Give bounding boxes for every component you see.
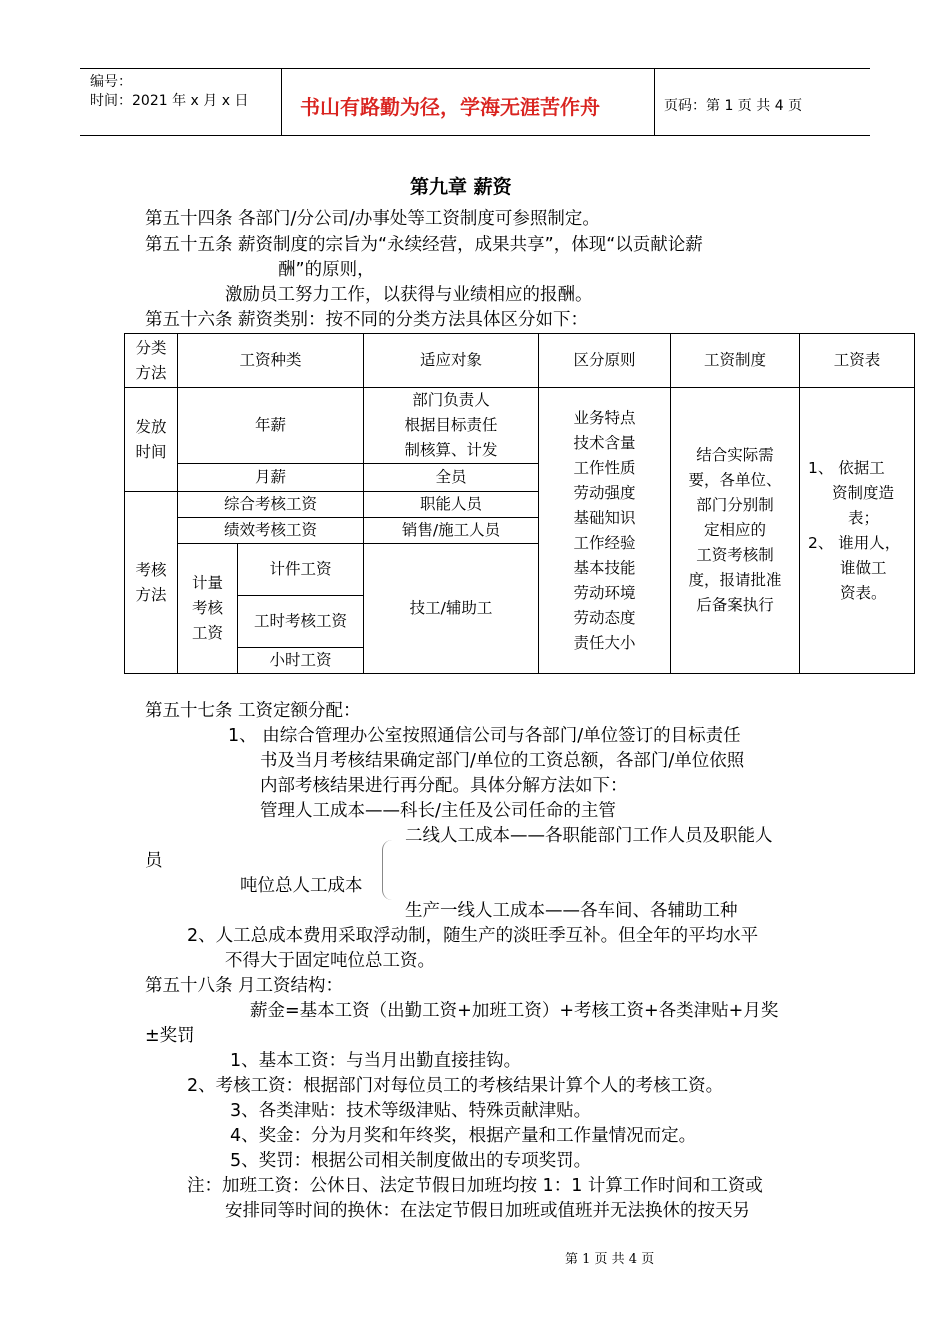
article-54: 第五十四条 各部门/分公司/办事处等工资制度可参照制定。 <box>145 209 600 229</box>
header-sheet: 工资表 <box>800 334 915 388</box>
article-57-p2-line1: 2、人工总成本费用采取浮动制，随生产的淡旺季互补。但全年的平均水平 <box>187 926 759 946</box>
header-target: 适应对象 <box>364 334 539 388</box>
article-55-line3: 激励员工努力工作，以获得与业绩相应的报酬。 <box>225 285 593 305</box>
article-58-item4: 4、奖金：分为月奖和年终奖，根据产量和工作量情况而定。 <box>230 1126 697 1146</box>
header-code-label: 编号： <box>90 74 132 90</box>
header-top-rule <box>80 68 870 69</box>
header-bottom-rule <box>80 135 870 136</box>
cell-monthly-target: 全员 <box>364 464 539 492</box>
header-principle: 区分原则 <box>539 334 671 388</box>
cell-annual-target: 部门负责人 根据目标责任 制核算、计发 <box>364 388 539 464</box>
article-57-total-cost: 吨位总人工成本 <box>240 876 363 896</box>
article-57-mgmt-cost: 管理人工成本——科长/主任及公司任命的主管 <box>260 801 616 821</box>
cell-piece: 计件工资 <box>238 544 364 596</box>
cell-hours: 工时考核工资 <box>238 596 364 648</box>
header-motto: 书山有路勤为径，学海无涯苦作舟 <box>300 95 600 119</box>
article-58-note-line1: 注：加班工资：公休日、法定节假日加班均按 1：1 计算工作时间和工资或 <box>187 1176 763 1196</box>
brace-symbol <box>382 840 393 900</box>
article-56: 第五十六条 薪资类别：按不同的分类方法具体区分如下： <box>145 310 589 330</box>
cell-performance-target: 销售/施工人员 <box>364 518 539 544</box>
cell-monthly: 月薪 <box>178 464 364 492</box>
article-58-item5: 5、奖罚：根据公司相关制度做出的专项奖罚。 <box>230 1151 592 1171</box>
article-58-formula-line1: 薪金=基本工资（出勤工资+加班工资）+考核工资+各类津贴+月奖 <box>250 1001 779 1021</box>
article-57-title: 第五十七条 工资定额分配： <box>145 701 361 721</box>
article-57-p1-line3: 内部考核结果进行再分配。具体分解方法如下： <box>260 776 628 796</box>
cell-hourly: 小时工资 <box>238 648 364 674</box>
header-system: 工资制度 <box>671 334 800 388</box>
article-55-line2: 酬”的原则， <box>278 260 375 280</box>
header-date-label: 时间：2021 年 x 月 x 日 <box>90 93 249 109</box>
article-58-item3: 3、各类津贴：技术等级津贴、特殊贡献津贴。 <box>230 1101 592 1121</box>
article-58-item2: 2、考核工资：根据部门对每位员工的考核结果计算个人的考核工资。 <box>187 1076 724 1096</box>
article-57-p1-line1: 1、 由综合管理办公室按照通信公司与各部门/单位签订的目标责任 <box>228 726 741 746</box>
article-57-line2-cost-wrap: 员 <box>145 851 163 871</box>
group-assessment: 考核 方法 <box>125 492 178 674</box>
cell-annual: 年薪 <box>178 388 364 464</box>
article-55-line1: 第五十五条 薪资制度的宗旨为“永续经营，成果共享”，体现“以贡献论薪 <box>145 235 703 255</box>
salary-classification-table <box>124 333 915 674</box>
cell-performance: 绩效考核工资 <box>178 518 364 544</box>
cell-measure: 计量 考核 工资 <box>178 544 238 674</box>
header-divider-left <box>281 68 282 136</box>
article-57-line1-cost: 生产一线人工成本——各车间、各辅助工种 <box>405 901 738 921</box>
article-57-p1-line2: 书及当月考核结果确定部门/单位的工资总额，各部门/单位依照 <box>260 751 745 771</box>
header-divider-right <box>654 68 655 136</box>
chapter-title: 第九章 薪资 <box>410 176 512 198</box>
cell-system: 结合实际需 要，各单位、 部门分别制 定相应的 工资考核制 度，报请批准 后备案执行 <box>671 388 800 674</box>
article-57-line2-cost: 二线人工成本——各职能部门工作人员及职能人 <box>405 826 773 846</box>
article-58-title: 第五十八条 月工资结构： <box>145 976 344 996</box>
article-58-item1: 1、基本工资：与当月出勤直接挂钩。 <box>230 1051 522 1071</box>
article-58-note-line2: 安排同等时间的换休：在法定节假日加班或值班并无法换休的按天另 <box>225 1201 750 1221</box>
group-pay-time: 发放 时间 <box>125 388 178 492</box>
page-footer: 第 1 页 共 4 页 <box>565 1252 655 1267</box>
cell-worker-target: 技工/辅助工 <box>364 544 539 674</box>
header-method: 分类 方法 <box>125 334 178 388</box>
article-58-formula-line2: ±奖罚 <box>145 1026 195 1046</box>
cell-sheet: 1、 依据工 资制度造 表； 2、 谁用人， 谁做工 资表。 <box>800 388 915 674</box>
article-57-p2-line2: 不得大于固定吨位总工资。 <box>225 951 435 971</box>
header-page-label: 页码：第 1 页 共 4 页 <box>664 98 803 114</box>
cell-principles: 业务特点 技术含量 工作性质 劳动强度 基础知识 工作经验 基本技能 劳动环境 劳动态度 责任大小 <box>539 388 671 674</box>
cell-comprehensive-target: 职能人员 <box>364 492 539 518</box>
cell-comprehensive: 综合考核工资 <box>178 492 364 518</box>
header-type: 工资种类 <box>178 334 364 388</box>
